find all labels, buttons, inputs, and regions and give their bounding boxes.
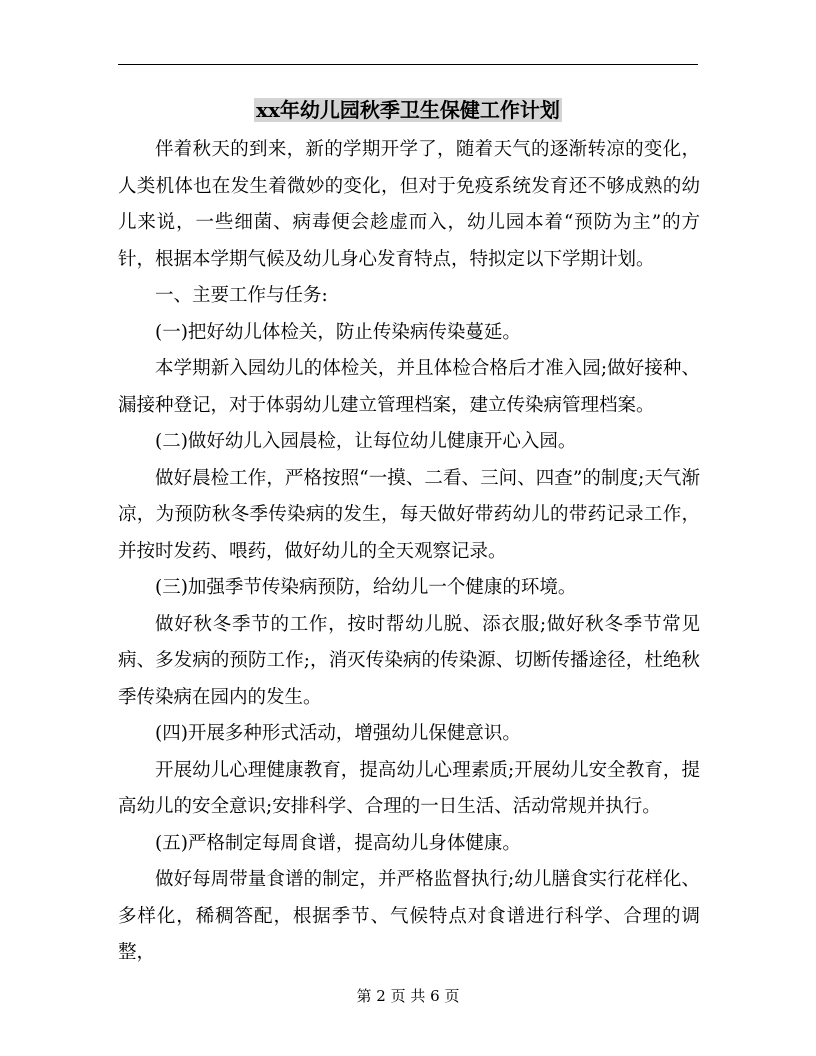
subheading-3: (三)加强季节传染病预防，给幼儿一个健康的环境。: [155, 577, 577, 598]
subheading-1: (一)把好幼儿体检关，防止传染病传染蔓延。: [155, 321, 521, 343]
paragraph-5: 做好每周带量食谱的制定，并严格监督执行;幼儿膳食实行花样化、多样化，稀稠答配，根据季节、气候特点对食谱进行科学、合理的调整，: [118, 869, 700, 963]
document-title-wrapper: [0, 96, 816, 124]
header-rule: [118, 64, 698, 65]
section-heading-main-tasks: 一、主要工作与任务:: [155, 285, 328, 306]
paragraph-2: 做好晨检工作，严格按照“一摸、二看、三问、四查”的制度;天气渐凉，为预防秋冬季传染病的发生，每天做好带药幼儿的带药记录工作，并按时发药、喂药，做好幼儿的全天观察记录。: [118, 467, 700, 562]
subheading-5: (五)严格制定每周食谱，提高幼儿身体健康。: [155, 832, 521, 854]
subheading-2: (二)做好幼儿入园晨检，让每位幼儿健康开心入园。: [155, 431, 577, 452]
document-body: [118, 132, 700, 972]
paragraph-3: 做好秋冬季节的工作，按时帮幼儿脱、添衣服;做好秋冬季节常见病、多发病的预防工作;，消灭传染病的传染源、切断传播途径，杜绝秋季传染病在园内的发生。: [118, 613, 700, 708]
document-title: xx年幼儿园秋季卫生保健工作计划: [256, 98, 560, 122]
page-number-footer: 第 2 页 共 6 页: [356, 987, 460, 1005]
paragraph-1: 本学期新入园幼儿的体检关，并且体检合格后才准入园;做好接种、漏接种登记，对于体弱幼儿建立管理档案，建立传染病管理档案。: [118, 358, 700, 416]
paragraph-4: 开展幼儿心理健康教育，提高幼儿心理素质;开展幼儿安全教育，提高幼儿的安全意识;安排科学、合理的一日生活、活动常规并执行。: [118, 759, 700, 817]
subheading-4: (四)开展多种形式活动，增强幼儿保健意识。: [155, 723, 521, 744]
paragraph-intro: 伴着秋天的到来，新的学期开学了，随着天气的逐渐转凉的变化，人类机体也在发生着微妙的变化，但对于免疫系统发育还不够成熟的幼儿来说，一些细菌、病毒便会趁虚而入，幼儿园本着“预防为主”的方针，根据本学期气候及幼儿身心发育特点，特拟定以下学期计划。: [118, 139, 700, 270]
